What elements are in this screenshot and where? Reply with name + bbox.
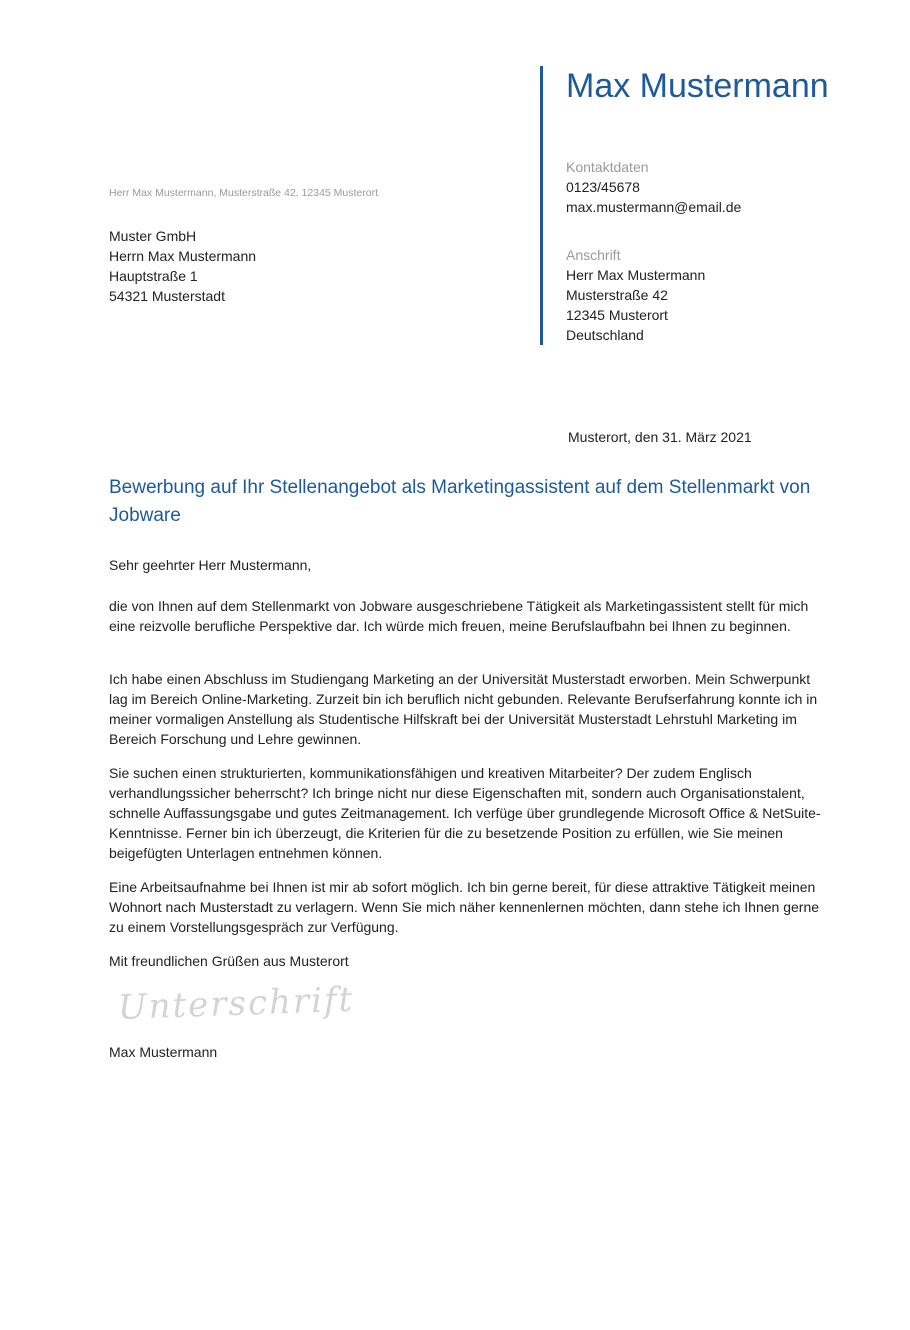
address-line: 12345 Musterort bbox=[566, 307, 668, 323]
address-line: Herr Max Mustermann bbox=[566, 267, 706, 283]
body-paragraph: Ich habe einen Abschluss im Studiengang Marketing an der Universität Musterstadt erworben. Mein Schwerpunkt lag im Bereich Online-Marketing. Zurzeit bin ich beruflich nicht gebunden. Relevante Berufserfahrung konnte ich in meiner vormaligen Anstellung als Studentische Hilfskraft bei der Universität Musterstadt Lehrstuhl Marketing im Bereich Forschung und Lehre gewinnen. bbox=[109, 671, 818, 747]
recipient-line: Muster GmbH bbox=[109, 228, 197, 244]
contact-label: Kontaktdaten bbox=[566, 159, 649, 175]
accent-vertical-rule bbox=[540, 66, 543, 345]
address-block bbox=[566, 245, 705, 345]
body-paragraph: die von Ihnen auf dem Stellenmarkt von Jobware ausgeschriebene Tätigkeit als Marketingassistent stellt für mich eine reizvolle berufliche Perspektive dar. Ich würde mich freuen, meine Berufslaufbahn bei Ihnen zu beginnen. bbox=[109, 598, 809, 634]
salutation: Sehr geehrter Herr Mustermann, bbox=[109, 557, 312, 573]
address-line: Musterstraße 42 bbox=[566, 287, 668, 303]
body-paragraph: Sie suchen einen strukturierten, kommunikationsfähigen und kreativen Mitarbeiter? Der zudem Englisch verhandlungssicher beherrscht? Ich bringe nicht nur diese Eigenschaften mit, sondern auch Organisationstalent, schnelle Auffassungsgabe und gutes Zeitmanagement. Ich verfüge über grundlegende Microsoft Office & NetSuite-Kenntnisse. Ferner bin ich überzeugt, die Kriterien für die zu besetzende Position zu erfüllen, wie Sie meinen beigefügten Unterlagen entnehmen können. bbox=[109, 765, 821, 861]
contact-block bbox=[566, 157, 741, 217]
address-label: Anschrift bbox=[566, 247, 621, 263]
recipient-block bbox=[109, 226, 256, 306]
recipient-line: Herrn Max Mustermann bbox=[109, 248, 257, 264]
recipient-line: 54321 Musterstadt bbox=[109, 288, 225, 304]
closing-phrase: Mit freundlichen Grüßen aus Musterort bbox=[109, 953, 349, 969]
body-paragraph: Eine Arbeitsaufnahme bei Ihnen ist mir ab sofort möglich. Ich bin gerne bereit, für diese attraktive Tätigkeit meinen Wohnort nach Musterstadt zu verlagern. Wenn Sie mich näher kennenlernen möchten, dann stehe ich Ihnen gerne zu einem Vorstellungsgespräch zur Verfügung. bbox=[109, 879, 820, 935]
address-line: Deutschland bbox=[566, 327, 644, 343]
letter-subject: Bewerbung auf Ihr Stellenangebot als Marketingassistent auf dem Stellenmarkt von Jobware bbox=[109, 477, 811, 526]
phone-number: 0123/45678 bbox=[566, 179, 640, 195]
recipient-line: Hauptstraße 1 bbox=[109, 268, 198, 284]
signature-placeholder: Unterschrift bbox=[117, 979, 355, 1028]
sender-return-line: Herr Max Mustermann, Musterstraße 42, 12345 Musterort bbox=[109, 187, 379, 199]
signer-name: Max Mustermann bbox=[109, 1044, 218, 1060]
applicant-name: Max Mustermann bbox=[566, 67, 829, 105]
letter-date: Musterort, den 31. März 2021 bbox=[568, 429, 752, 445]
email-address: max.mustermann@email.de bbox=[566, 199, 742, 215]
